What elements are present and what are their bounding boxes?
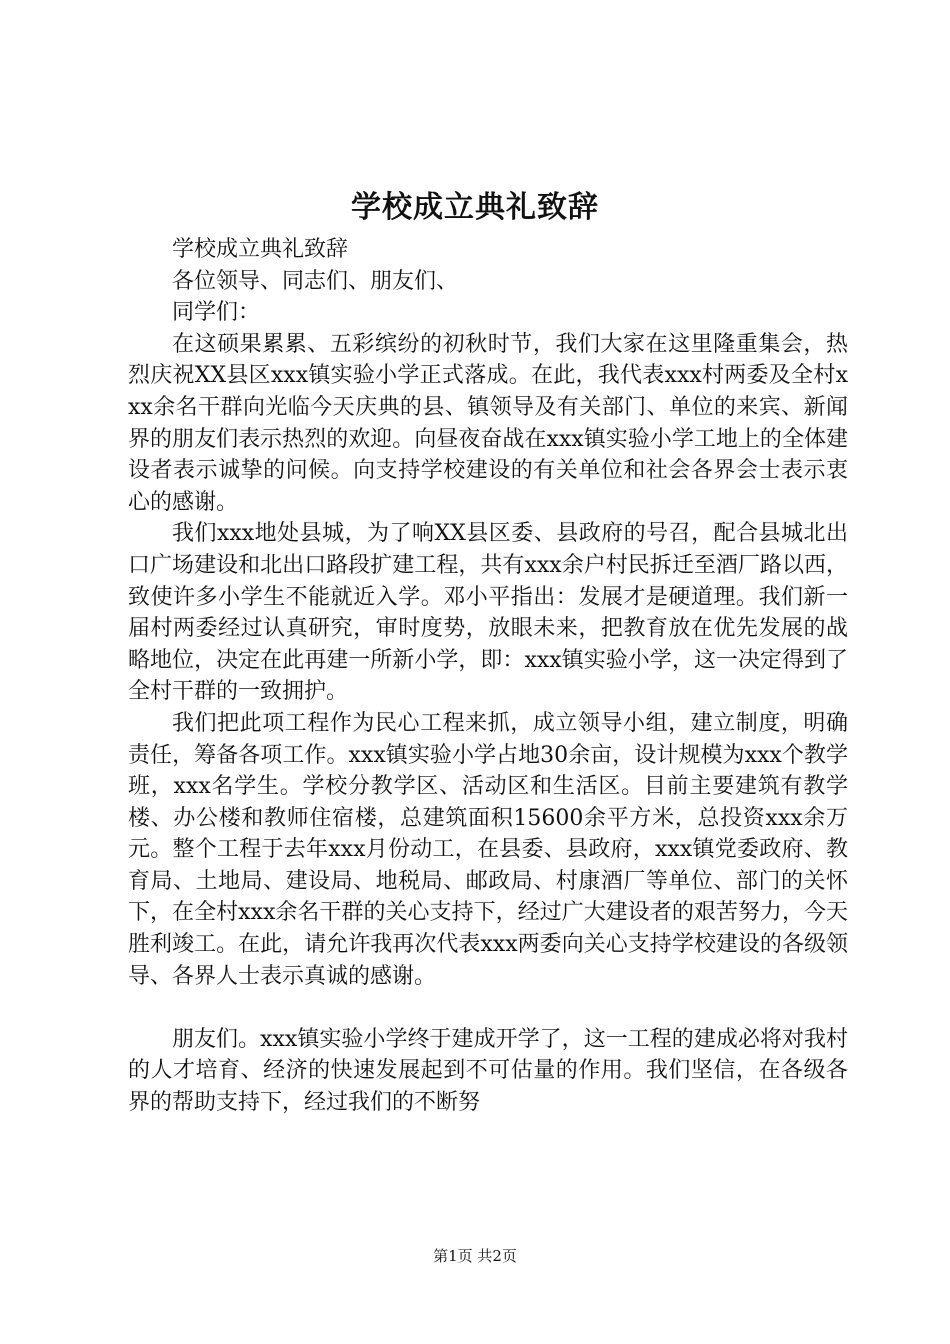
document-body [128, 234, 848, 1119]
paragraph-friends: 朋友们。xxx镇实验小学终于建成开学了，这一工程的建成必将对我村的人才培育、经济的快速发展起到不可估量的作用。我们坚信，在各级各界的帮助支持下，经过我们的不断努 [128, 1026, 848, 1116]
paragraph-salutation-1: 各位领导、同志们、朋友们、 [172, 268, 459, 294]
paragraph-opening: 在这硕果累累、五彩缤纷的初秋时节，我们大家在这里隆重集会，热烈庆祝XX县区xxx镇实验小学正式落成。在此，我代表xxx村两委及全村xxx余名干群向光临今天庆典的县、镇领导及有关部门、单位的来宾、新闻界的朋友们表示热烈的欢迎。向昼夜奋战在xxx镇实验小学工地上的全体建设者表示诚挚的问候。向支持学校建设的有关单位和社会各界会士表示衷心的感谢。 [128, 331, 848, 515]
paragraph-construction: 我们把此项工程作为民心工程来抓，成立领导小组，建立制度，明确责任，筹备各项工作。xxx镇实验小学占地30余亩，设计规模为xxx个教学班，xxx名学生。学校分教学区、活动区和生活区。目前主要建筑有教学楼、办公楼和教师住宿楼，总建筑面积15600余平方米，总投资xxx余万元。整个工程于去年xxx月份动工，在县委、县政府，xxx镇党委政府、教育局、土地局、建设局、地税局、邮政局、村康酒厂等单位、部门的关怀下，在全村xxx余名干群的关心支持下，经过广大建设者的艰苦努力，今天胜利竣工。在此，请允许我再次代表xxx两委向关心支持学校建设的各级领导、各界人士表示真诚的感谢。 [128, 710, 848, 989]
paragraph-subtitle: 学校成立典礼致辞 [172, 237, 349, 262]
document-title: 学校成立典礼致辞 [351, 190, 599, 225]
paragraph-background: 我们xxx地处县城，为了响XX县区委、县政府的号召，配合县城北出口广场建设和北出口路段扩建工程，共有xxx余户村民拆迁至酒厂路以西，致使许多小学生不能就近入学。邓小平指出：发展才是硬道理。我们新一届村两委经过认真研究，审时度势，放眼未来，把教育放在优先发展的战略地位，决定在此再建一所新小学，即：xxx镇实验小学，这一决定得到了全村干群的一致拥护。 [128, 521, 848, 705]
paragraph-salutation-2: 同学们： [172, 300, 261, 326]
page-footer: 第1页 共2页 [433, 1247, 517, 1265]
